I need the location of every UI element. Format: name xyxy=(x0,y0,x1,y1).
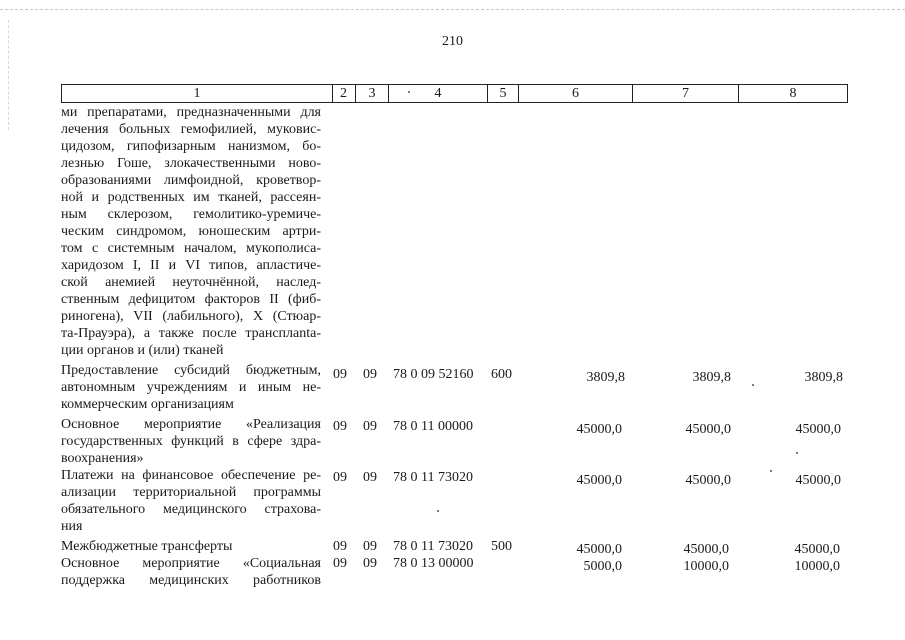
row-value-col7: 45000,0 xyxy=(683,542,729,557)
row-value-col6: 5000,0 xyxy=(583,559,622,574)
row-expense-type: 600 xyxy=(491,367,512,382)
text-line: ческим синдромом, юношеским артри- xyxy=(61,224,321,239)
scan-speck xyxy=(770,470,772,472)
row-value-col6: 45000,0 xyxy=(576,422,622,437)
row-value-col8: 45000,0 xyxy=(795,422,841,437)
text-line: поддержка медицинских работников xyxy=(61,573,321,588)
text-line: Платежи на финансовое обеспечение ре- xyxy=(61,468,321,483)
text-line: обязательного медицинского страхова- xyxy=(61,502,321,517)
row-value-col7: 3809,8 xyxy=(692,370,731,385)
header-col-5: 5 xyxy=(488,84,519,103)
row-description xyxy=(61,467,321,535)
text-line: риногена), VII (лабильного), X (Стюар- xyxy=(61,309,321,324)
header-col-2: 2 xyxy=(332,84,356,103)
text-line: автономным учреждениям и иным не- xyxy=(61,380,321,395)
text-line: ции органов и (или) тканей xyxy=(61,343,224,358)
text-line: харидозом I, II и VI типов, апластиче- xyxy=(61,258,321,273)
text-line: лечения больных гемофилией, муковис- xyxy=(61,122,321,137)
row-target-code: 78 0 13 00000 xyxy=(393,556,474,571)
row-expense-type: 500 xyxy=(491,539,512,554)
row-description xyxy=(61,555,321,589)
header-col-4: 4 xyxy=(389,84,488,103)
row-value-col6: 3809,8 xyxy=(586,370,625,385)
continuation-text xyxy=(61,104,321,359)
row-value-col6: 45000,0 xyxy=(576,473,622,488)
text-line: цидозом, гипофизарным нанизмом, бо- xyxy=(61,139,321,154)
text-line: Основное мероприятие «Социальная xyxy=(61,556,321,571)
text-line: воохранения» xyxy=(61,451,144,466)
row-subsection: 09 xyxy=(363,367,377,382)
header-col-8: 8 xyxy=(739,84,848,103)
row-section: 09 xyxy=(333,470,347,485)
header-col-6: 6 xyxy=(519,84,633,103)
row-target-code: 78 0 11 00000 xyxy=(393,419,473,434)
text-line: ной и родственных им тканей, рассеян- xyxy=(61,190,321,205)
scan-speck xyxy=(796,452,798,454)
row-section: 09 xyxy=(333,367,347,382)
text-line: лезнью Гоше, злокачественными ново- xyxy=(61,156,321,171)
row-target-code: 78 0 11 73020 xyxy=(393,470,473,485)
text-line: ской анемией неуточнённой, наслед- xyxy=(61,275,321,290)
row-section: 09 xyxy=(333,539,347,554)
table-header xyxy=(61,84,848,103)
text-line: ния xyxy=(61,519,83,534)
row-subsection: 09 xyxy=(363,556,377,571)
row-value-col7: 45000,0 xyxy=(685,422,731,437)
text-line: ализации территориальной программы xyxy=(61,485,321,500)
row-section: 09 xyxy=(333,419,347,434)
row-value-col8: 10000,0 xyxy=(794,559,840,574)
text-line: образованиями лимфоидной, кроветвор- xyxy=(61,173,321,188)
text-line: том с системным началом, мукополиса- xyxy=(61,241,321,256)
text-line: ным склерозом, гемолитико-уремиче- xyxy=(61,207,321,222)
row-target-code: 78 0 09 52160 xyxy=(393,367,474,382)
text-line: Предоставление субсидий бюджетным, xyxy=(61,363,321,378)
row-value-col7: 45000,0 xyxy=(685,473,731,488)
row-value-col6: 45000,0 xyxy=(576,542,622,557)
header-col-3: 3 xyxy=(356,84,389,103)
row-subsection: 09 xyxy=(363,539,377,554)
page-number: 210 xyxy=(442,34,463,49)
scan-top-rule xyxy=(0,9,905,10)
text-line: Межбюджетные трансферты xyxy=(61,539,233,554)
row-target-code: 78 0 11 73020 xyxy=(393,539,473,554)
text-line: коммерческим организациям xyxy=(61,397,234,412)
row-subsection: 09 xyxy=(363,419,377,434)
row-description xyxy=(61,538,321,555)
row-subsection: 09 xyxy=(363,470,377,485)
row-value-col8: 3809,8 xyxy=(804,370,843,385)
row-value-col8: 45000,0 xyxy=(795,473,841,488)
row-description xyxy=(61,362,321,413)
scan-speck xyxy=(437,510,439,512)
row-section: 09 xyxy=(333,556,347,571)
text-line: ственным дефицитом факторов II (фиб- xyxy=(61,292,321,307)
header-col-1: 1 xyxy=(61,84,333,103)
text-line: ми препаратами, предназначенными для xyxy=(61,105,321,120)
row-value-col7: 10000,0 xyxy=(683,559,729,574)
text-line: та-Прауэра), а также после трансплanta- xyxy=(61,326,321,341)
text-line: государственных функций в сфере здра- xyxy=(61,434,321,449)
header-col-7: 7 xyxy=(633,84,739,103)
text-line: Основное мероприятие «Реализация xyxy=(61,417,321,432)
scan-speck xyxy=(752,384,754,386)
row-value-col8: 45000,0 xyxy=(794,542,840,557)
scan-speck xyxy=(408,91,410,93)
row-description xyxy=(61,416,321,467)
